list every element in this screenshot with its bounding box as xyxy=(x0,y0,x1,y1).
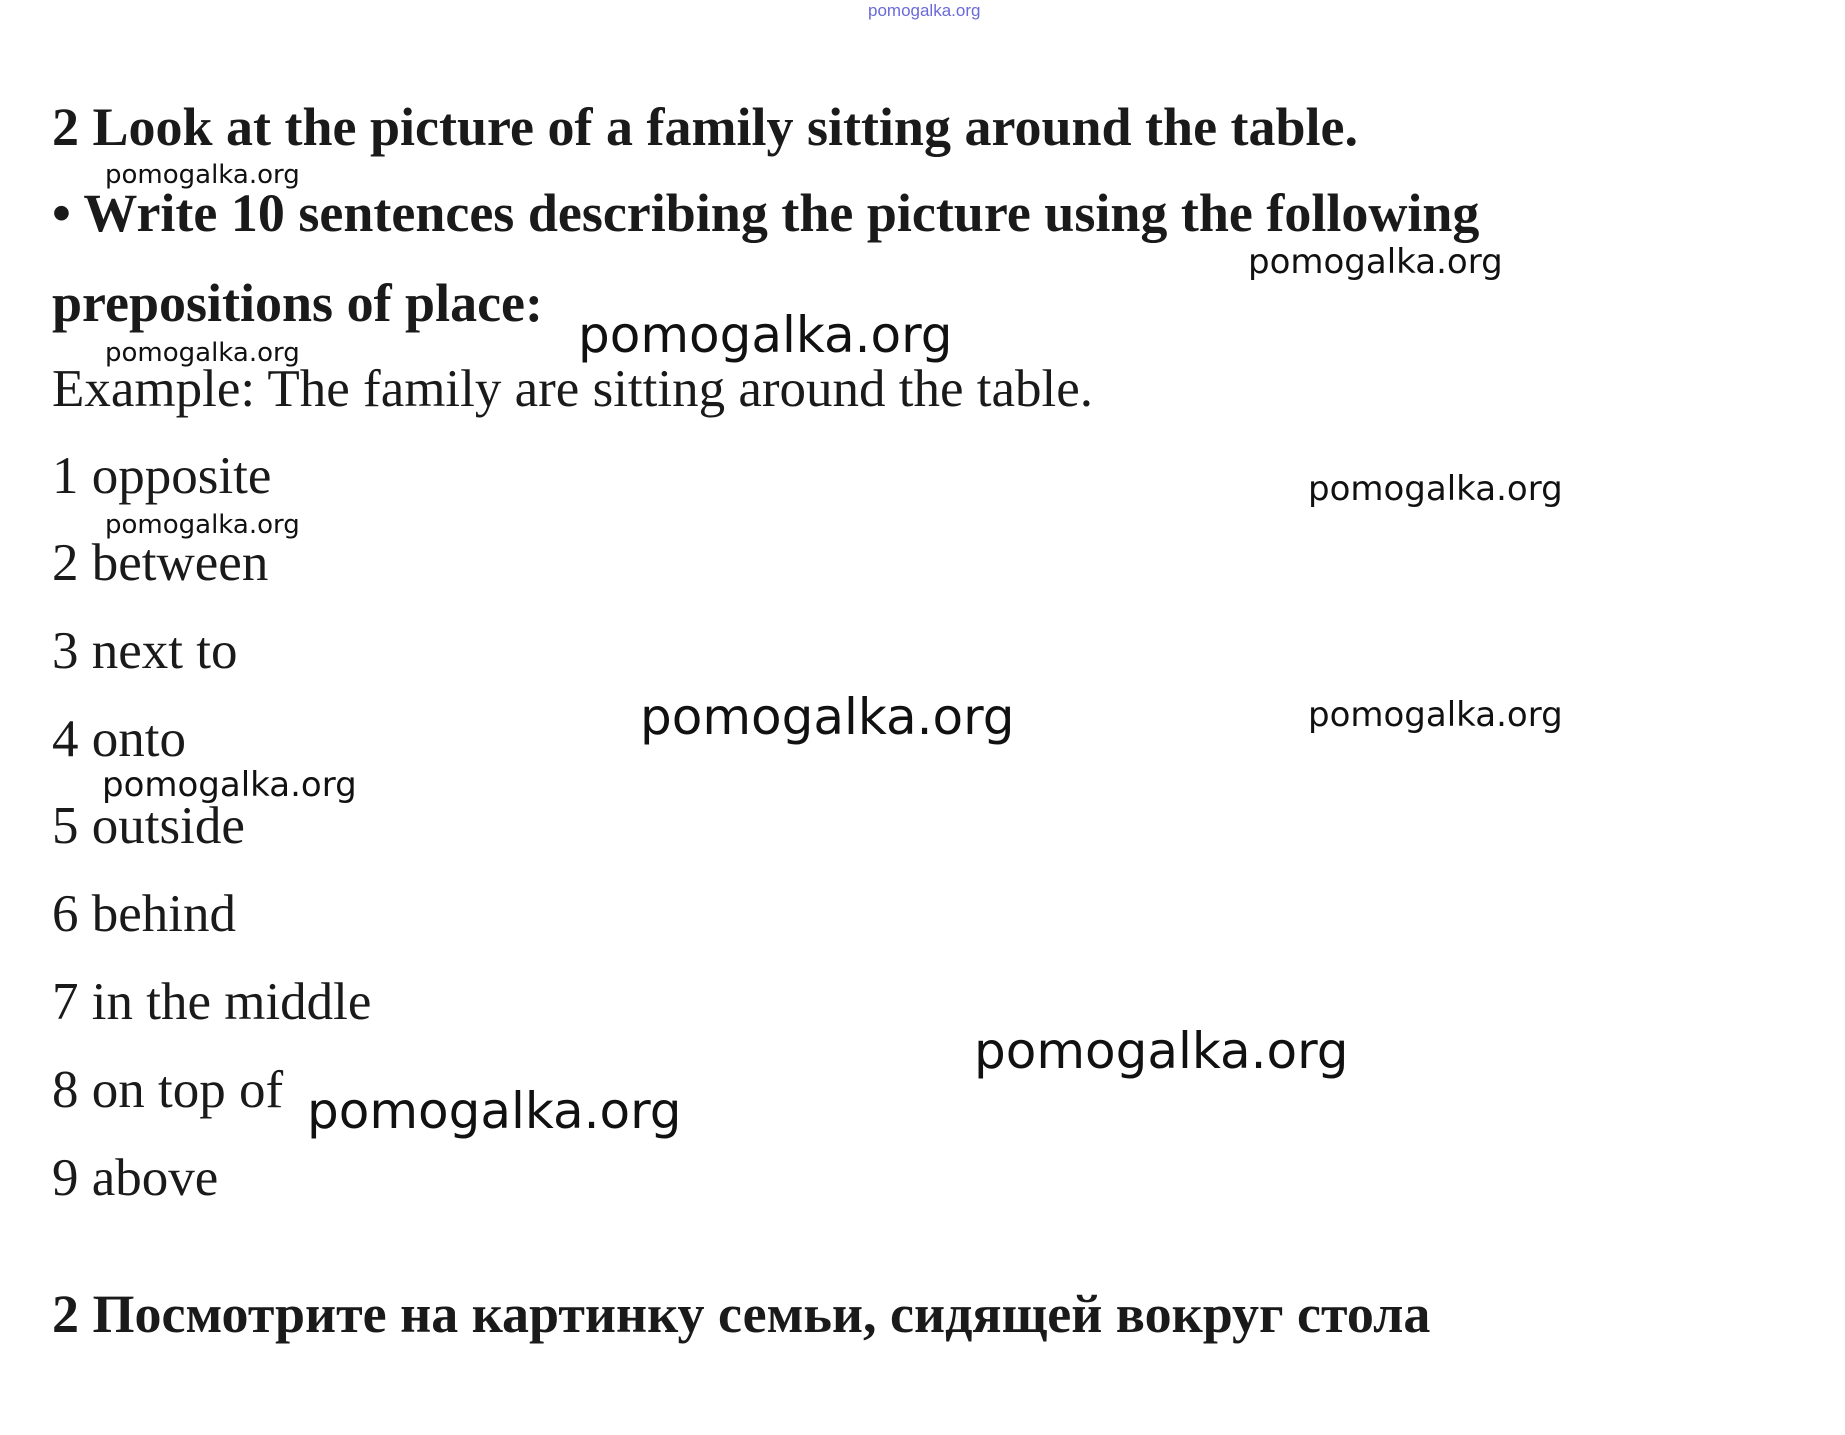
watermark: pomogalka.org xyxy=(105,510,300,540)
top-watermark: pomogalka.org xyxy=(868,1,981,20)
list-item-opposite: 1 opposite xyxy=(52,447,272,505)
list-item-between: 2 between xyxy=(52,534,269,592)
watermark: pomogalka.org xyxy=(578,306,953,364)
translation-heading: 2 Посмотрите на картинку семьи, сидящей вокруг стола xyxy=(52,1284,1431,1344)
watermark: pomogalka.org xyxy=(105,160,300,190)
watermark: pomogalka.org xyxy=(105,338,300,368)
list-item-in-the-middle: 7 in the middle xyxy=(52,973,372,1031)
list-item-next-to: 3 next to xyxy=(52,622,238,680)
list-item-behind: 6 behind xyxy=(52,885,236,943)
watermark: pomogalka.org xyxy=(1308,695,1563,735)
watermark: pomogalka.org xyxy=(640,688,1015,746)
list-item-onto: 4 onto xyxy=(52,710,186,768)
watermark: pomogalka.org xyxy=(974,1022,1349,1080)
instruction-line-2: prepositions of place: xyxy=(52,273,544,333)
watermark: pomogalka.org xyxy=(307,1082,682,1140)
instruction-line-1: • Write 10 sentences describing the picture using the following xyxy=(52,183,1480,243)
watermark: pomogalka.org xyxy=(1308,469,1563,509)
watermark: pomogalka.org xyxy=(1248,242,1503,282)
task-heading: 2 Look at the picture of a family sitting around the table. xyxy=(52,97,1359,157)
list-item-outside: 5 outside xyxy=(52,797,245,855)
watermark: pomogalka.org xyxy=(102,765,357,805)
list-item-on-top-of: 8 on top of xyxy=(52,1061,284,1119)
list-item-above: 9 above xyxy=(52,1149,219,1207)
example-sentence: Example: The family are sitting around the table. xyxy=(52,360,1094,418)
